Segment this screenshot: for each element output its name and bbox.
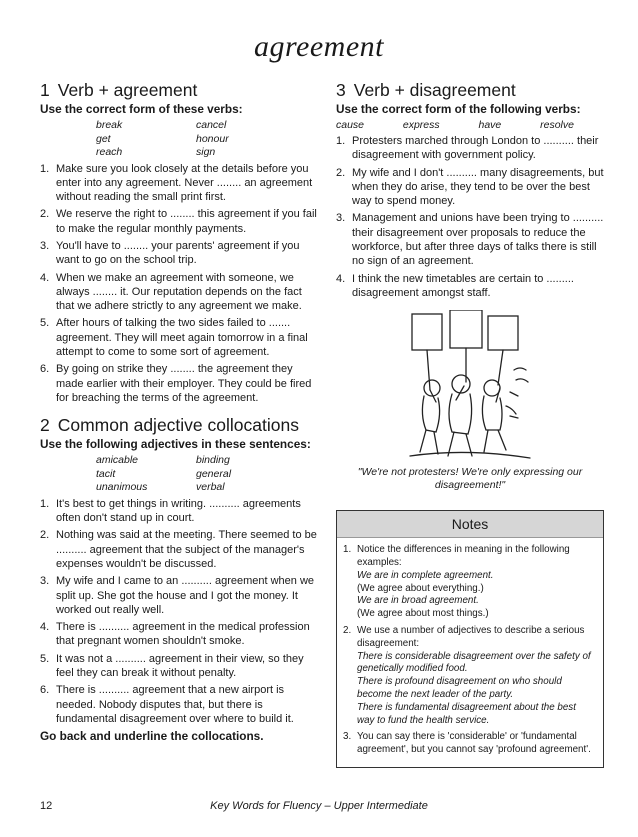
exercise-text: After hours of talking the two sides failed to ....... agreement. They will meet again tomorrow in a final attempt to come to some sort of agreement. <box>56 317 308 359</box>
exercise-item: 1. Protesters marched through London to .......... their disagreement with government policy. <box>336 135 599 162</box>
word: general <box>196 467 232 480</box>
note-item: 2. We use a number of adjectives to describe a serious disagreement: There is considerable disagreement over the safety of genetically modified food. There is profound disagreement on who should become the next leader of the party. There is fundamental disagreement about the best way to fund the health service. <box>343 625 595 727</box>
exercise-item: 4. There is .......... agreement in the medical profession that pregnant women shouldn't smoke. <box>40 621 310 648</box>
word: amicable <box>96 454 139 467</box>
section2-title: Common adjective collocations <box>57 415 299 436</box>
cartoon-caption: "We're not protesters! We're only expressing our disagreement!" <box>357 466 583 492</box>
exercise-item: 4. When we make an agreement with someone, we always ........ it. Our reputation depends on the fact that we adhere strictly to any agreement we make. <box>40 271 302 313</box>
note-example: There is profound disagreement on who should become the next leader of the party. <box>357 676 562 701</box>
exercise-text: My wife and I don't .......... many disagreements, but when they do arise, they tend to be over the best way to spend money. <box>352 166 604 208</box>
exercise-text: Management and unions have been trying to .......... their disagreement over proposals to reduce the workforce, but after three days of talks there is still no sign of an agreement. <box>352 212 604 268</box>
word: express <box>402 119 440 131</box>
exercise-item: 6. By going on strike they ........ the agreement they made earlier with their employer. They could be fired for breaching the terms of the agreement. <box>40 363 312 404</box>
word: break <box>96 119 123 131</box>
word: sign <box>196 146 216 158</box>
notes-box <box>336 510 604 768</box>
exercise-item: 5. It was not a .......... agreement in their view, so they feel they can break it without penalty. <box>40 652 304 680</box>
section2-heading <box>40 415 322 435</box>
right-column <box>336 80 604 768</box>
exercise-text: It was not a .......... agreement in their view, so they feel they can break it without penalty. <box>56 652 304 680</box>
section3-number: 3 <box>336 80 346 100</box>
protesters-drawing <box>406 310 536 460</box>
exercise-text: By going on strike they ........ the agreement they made earlier with their employer. They could be fired for breaching the terms of the agreement. <box>56 363 312 404</box>
note-text: We use a number of adjectives to describe a serious disagreement: <box>357 625 585 649</box>
section1-word-box <box>40 119 296 160</box>
exercise-text: Make sure you look closely at the details before you enter into any agreement. Never ........ an agreement without reading the small print first. <box>56 162 313 204</box>
exercise-text: We reserve the right to ........ this agreement if you fail to make the regular monthly payments. <box>56 208 317 235</box>
exercise-item: 2. We reserve the right to ........ this agreement if you fail to make the regular monthly payments. <box>40 208 317 235</box>
notes-list <box>337 538 603 767</box>
note-example: We are in complete agreement. <box>357 569 494 581</box>
exercise-item: 2. My wife and I don't .......... many disagreements, but when they do arise, they tend to be over the best way to spend money. <box>336 166 604 208</box>
word: tacit <box>96 467 116 480</box>
section3-instruction: Use the correct form of the following verbs: <box>336 102 581 116</box>
note-text: (We agree about most things.) <box>357 608 489 620</box>
section2-word-box <box>40 454 296 495</box>
word: get <box>96 132 111 145</box>
word: binding <box>196 454 230 467</box>
exercise-item: 4. I think the new timetables are certain to ......... disagreement amongst staff. <box>336 272 574 299</box>
section1-title: Verb + agreement <box>57 80 198 100</box>
exercise-item: 3. You'll have to ........ your parents' agreement if you want to go on the school trip. <box>40 239 300 267</box>
section1-heading <box>40 80 322 100</box>
exercise-text: There is .......... agreement in the medical profession that pregnant women shouldn't smoke. <box>56 621 310 648</box>
note-text: You can say there is 'considerable' or 'fundamental agreement', but you cannot say 'profound agreement'. <box>357 731 591 756</box>
word: honour <box>196 132 229 145</box>
exercise-item: 6. There is .......... agreement that a new airport is needed. Nobody disputes that, but there is fundamental disagreement over where to build it. <box>40 684 294 725</box>
protest-cartoon-illustration <box>406 310 536 460</box>
word: resolve <box>540 119 574 131</box>
section3-title: Verb + disagreement <box>353 80 516 100</box>
book-title-footer: Key Words for Fluency – Upper Intermediate <box>210 800 428 812</box>
exercise-item: 3. My wife and I came to an .......... agreement when we split up. She got the house and I got the money. It worked out really well. <box>40 575 315 616</box>
notes-heading: Notes <box>337 511 603 538</box>
exercise-item: 1. Make sure you look closely at the details before you enter into any agreement. Never ........ an agreement without reading the small print first. <box>40 162 313 204</box>
page-number: 12 <box>40 800 53 812</box>
section2-closing-instruction: Go back and underline the collocations. <box>40 729 264 744</box>
section3-word-box <box>336 119 604 132</box>
word: verbal <box>196 481 225 494</box>
section2-exercise-list <box>40 497 322 726</box>
section2 <box>40 415 322 743</box>
page-title: agreement <box>253 30 384 63</box>
note-example: There is considerable disagreement over the safety of genetically modified food. <box>357 650 591 675</box>
section3-exercise-list <box>336 134 604 300</box>
word: reach <box>96 146 123 158</box>
note-text: (We agree about everything.) <box>357 582 484 594</box>
word: unanimous <box>96 481 148 494</box>
section2-instruction: Use the following adjectives in these sentences: <box>40 437 311 452</box>
exercise-text: I think the new timetables are certain to ......... disagreement amongst staff. <box>352 272 574 299</box>
exercise-text: Protesters marched through London to .......... their disagreement with government policy. <box>352 135 599 162</box>
section1-exercise-list <box>40 162 322 406</box>
section3-heading <box>336 80 604 100</box>
note-example: There is fundamental disagreement about the best way to fund the health service. <box>357 701 576 726</box>
word: have <box>478 119 502 131</box>
exercise-text: My wife and I came to an .......... agreement when we split up. She got the house and I got the money. It worked out really well. <box>56 575 315 616</box>
exercise-item: 1. It's best to get things in writing. .......... agreements often don't stand up in court. <box>40 497 301 525</box>
exercise-item: 3. Management and unions have been trying to .......... their disagreement over proposals to reduce the workforce, but after three days of talks there is still no sign of an agreement. <box>336 212 604 268</box>
note-text: Notice the differences in meaning in the following examples: <box>357 544 570 569</box>
note-item: 1. Notice the differences in meaning in the following examples: We are in complete agreement. (We agree about everything.) We are in broad agreement. (We agree about most things.) <box>343 544 595 621</box>
left-column <box>40 80 322 743</box>
note-example: We are in broad agreement. <box>357 595 479 607</box>
exercise-text: Nothing was said at the meeting. There seemed to be .......... agreement that the subject of the manager's expenses wouldn't be discussed. <box>56 529 317 570</box>
exercise-text: It's best to get things in writing. .......... agreements often don't stand up in court. <box>56 497 301 525</box>
section2-number: 2 <box>40 415 50 436</box>
note-item: 3. You can say there is 'considerable' or 'fundamental agreement', but you cannot say 'profound agreement'. <box>343 731 595 757</box>
word: cause <box>336 119 365 131</box>
exercise-text: There is .......... agreement that a new airport is needed. Nobody disputes that, but there is fundamental disagreement over where to build it. <box>56 684 294 725</box>
exercise-text: You'll have to ........ your parents' agreement if you want to go on the school trip. <box>56 239 300 267</box>
exercise-item: 5. After hours of talking the two sides failed to ....... agreement. They will meet again tomorrow in a final attempt to come to some sort of agreement. <box>40 317 308 359</box>
exercise-item: 2. Nothing was said at the meeting. There seemed to be .......... agreement that the subject of the manager's expenses wouldn't be discussed. <box>40 529 317 570</box>
section1-number: 1 <box>40 80 50 100</box>
word: cancel <box>196 119 227 131</box>
section1-instruction: Use the correct form of these verbs: <box>40 102 243 116</box>
exercise-text: When we make an agreement with someone, we always ........ it. Our reputation depends on the fact that we adhere strictly to any agreement we make. <box>56 271 302 313</box>
